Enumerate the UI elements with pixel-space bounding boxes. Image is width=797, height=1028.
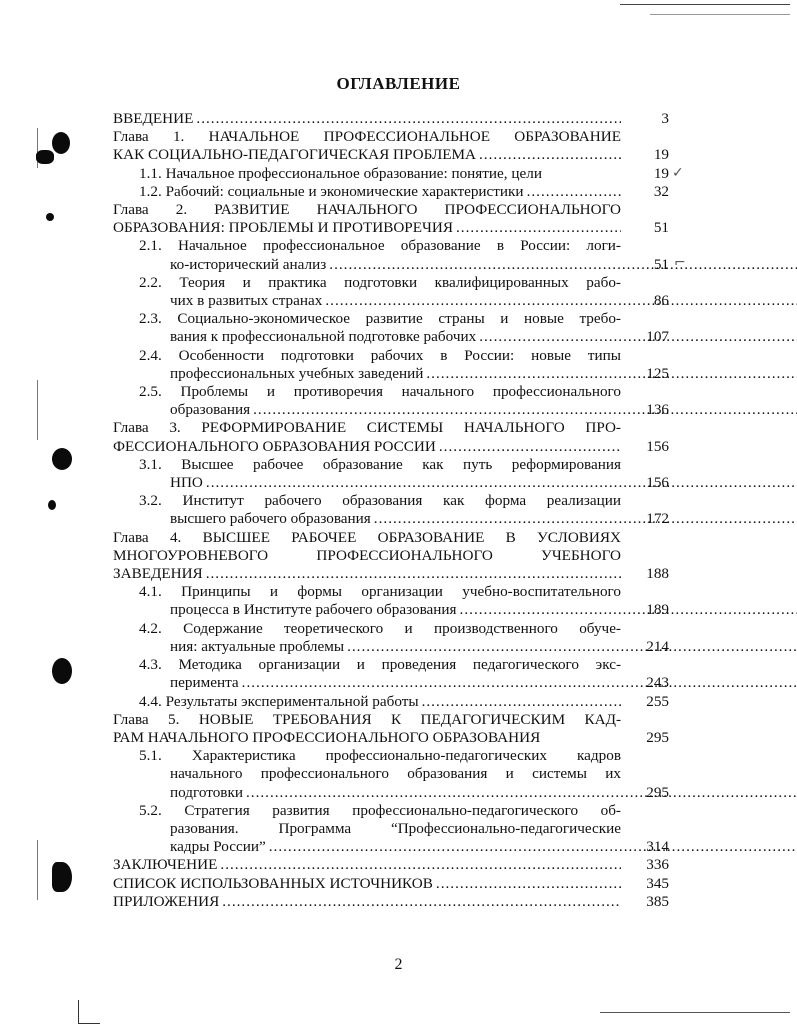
toc-entry-page: 295 xyxy=(646,728,669,746)
toc-entry-title: 1.2. Рабочий: социальные и экономические характеристики xyxy=(139,182,524,200)
scan-edge-line xyxy=(650,14,790,15)
dot-leader xyxy=(374,510,797,527)
toc-entry[interactable] xyxy=(113,165,669,183)
dot-leader xyxy=(479,146,621,164)
toc-entry-title: 2.1. Начальное профессиональное образование в России: логи- xyxy=(139,237,621,255)
toc-entry[interactable] xyxy=(113,893,669,911)
page-title: ОГЛАВЛЕНИЕ xyxy=(336,74,461,93)
toc-entry-page: 136 xyxy=(646,401,669,419)
toc-entry-title: Глава 5. НОВЫЕ ТРЕБОВАНИЯ К ПЕДАГОГИЧЕСКИМ КАД- xyxy=(113,710,621,728)
toc-entry-title: 2.2. Теория и практика подготовки квалифицированных рабо- xyxy=(139,273,621,291)
toc-entry[interactable] xyxy=(113,583,669,619)
punch-hole xyxy=(48,500,56,510)
toc-entry-title-cont: РАМ НАЧАЛЬНОГО ПРОФЕССИОНАЛЬНОГО ОБРАЗОВАНИЯ xyxy=(113,728,541,746)
toc-entry-title-cont: вания к профессиональной подготовке рабочих xyxy=(170,328,477,346)
toc-entry-page: 255 xyxy=(646,692,669,710)
toc-entry-title-cont: ния: актуальные проблемы xyxy=(170,637,345,655)
dot-leader xyxy=(206,565,621,583)
toc-entry[interactable] xyxy=(113,656,669,692)
toc-entry-title-cont: начального профессионального образования и системы их xyxy=(170,765,621,783)
toc-entry-page: 125 xyxy=(646,364,669,382)
toc-entry-page: 243 xyxy=(646,674,669,692)
punch-hole xyxy=(52,862,72,892)
toc-entry-page: 156 xyxy=(646,437,669,455)
toc-entry[interactable] xyxy=(113,492,669,528)
toc-entry-title-cont: подготовки xyxy=(170,783,243,801)
dot-leader xyxy=(269,838,797,855)
pencil-check-mark: ✓ xyxy=(672,165,684,181)
toc-entry-page: 314 xyxy=(646,838,669,856)
toc-entry-title: Глава 1. НАЧАЛЬНОЕ ПРОФЕССИОНАЛЬНОЕ ОБРАЗОВАНИЕ xyxy=(113,128,621,146)
toc-entry-title-cont: ЗАВЕДЕНИЯ xyxy=(113,565,203,583)
dot-leader xyxy=(196,110,621,128)
punch-hole xyxy=(46,213,54,221)
toc-entry-title-cont: перимента xyxy=(170,674,239,692)
toc-entry[interactable] xyxy=(113,711,669,747)
dot-leader xyxy=(220,856,621,874)
dot-leader xyxy=(242,674,797,691)
toc-entry-title-cont: ко-исторический анализ xyxy=(170,255,327,273)
toc-entry-title-cont: процесса в Институте рабочего образования xyxy=(170,601,457,619)
toc-entry-title-cont: чих в развитых странах xyxy=(170,292,323,310)
page-number: 2 xyxy=(394,956,403,973)
scan-edge-line xyxy=(620,4,790,5)
toc-entry-title: 3.2. Институт рабочего образования как форма реализации xyxy=(139,492,621,510)
toc-entry-title: 4.3. Методика организации и проведения педагогического экс- xyxy=(139,656,621,674)
toc-entry[interactable] xyxy=(113,310,669,346)
toc-entry-title: Глава 4. ВЫСШЕЕ РАБОЧЕЕ ОБРАЗОВАНИЕ В УСЛОВИЯХ xyxy=(113,528,621,546)
dot-leader xyxy=(422,693,621,711)
scan-binding-line xyxy=(37,380,38,440)
punch-hole xyxy=(36,150,54,164)
toc-entry[interactable] xyxy=(113,875,669,893)
toc-entry-title: 4.2. Содержание теоретического и производственного обуче- xyxy=(139,619,621,637)
toc-entry-page: 214 xyxy=(646,637,669,655)
toc-entry-page: 107 xyxy=(646,328,669,346)
toc-entry-title-cont: образования xyxy=(170,401,251,419)
toc-entry-title: ЗАКЛЮЧЕНИЕ xyxy=(113,856,218,874)
toc-entry-title: ВВЕДЕНИЕ xyxy=(113,110,194,127)
dot-leader xyxy=(439,438,621,456)
toc-entry-page: 345 xyxy=(646,874,669,892)
toc-entry[interactable] xyxy=(113,347,669,383)
toc-entry-title: 2.3. Социально-экономическое развитие страны и новые требо- xyxy=(139,310,621,328)
toc-entry[interactable] xyxy=(113,802,669,857)
toc-entry[interactable] xyxy=(113,383,669,419)
toc-entry-page: 189 xyxy=(646,601,669,619)
toc-entry-title-cont: кадры России” xyxy=(170,838,266,856)
toc-entry[interactable] xyxy=(113,693,669,711)
toc-entry[interactable] xyxy=(113,747,669,802)
toc-entry-title-cont: КАК СОЦИАЛЬНО-ПЕДАГОГИЧЕСКАЯ ПРОБЛЕМА xyxy=(113,146,476,164)
toc-entry[interactable] xyxy=(113,237,669,273)
dot-leader xyxy=(222,893,621,911)
toc-entry-page: 32 xyxy=(653,182,669,200)
toc-entry-title: 2.4. Особенности подготовки рабочих в России: новые типы xyxy=(139,346,621,364)
punch-hole xyxy=(52,448,72,470)
scan-corner-mark xyxy=(78,1023,100,1024)
toc-entry-page: 385 xyxy=(646,892,669,910)
pencil-check-mark: ⌐ xyxy=(674,255,686,271)
toc-entry-page: 336 xyxy=(646,856,669,874)
toc-entry-title: Глава 3. РЕФОРМИРОВАНИЕ СИСТЕМЫ НАЧАЛЬНОГО ПРО- xyxy=(113,419,621,437)
toc-entry-page: 188 xyxy=(646,565,669,583)
dot-leader xyxy=(436,875,621,893)
dot-leader xyxy=(456,219,621,237)
toc-entry[interactable] xyxy=(113,856,669,874)
punch-hole xyxy=(52,132,70,154)
toc-entry-page: 156 xyxy=(646,474,669,492)
toc-entry-title-cont: разования. Программа “Профессионально-педагогические xyxy=(170,819,621,837)
toc-entry-title: СПИСОК ИСПОЛЬЗОВАННЫХ ИСТОЧНИКОВ xyxy=(113,874,433,892)
dot-leader xyxy=(325,292,797,309)
toc-entry-title: 5.2. Стратегия развития профессионально-педагогического об- xyxy=(139,801,621,819)
toc-entry-title: 5.1. Характеристика профессионально-педагогических кадров xyxy=(139,747,621,765)
toc-entry[interactable] xyxy=(113,128,669,164)
toc-entry[interactable] xyxy=(113,183,669,201)
toc-entry-page: 51 xyxy=(653,255,669,273)
toc-entry-title: 2.5. Проблемы и противоречия начального профессионального xyxy=(139,383,621,401)
punch-hole xyxy=(52,658,72,684)
dot-leader xyxy=(253,401,797,418)
toc-entry[interactable] xyxy=(113,620,669,656)
toc-entry-title: 4.4. Результаты экспериментальной работы xyxy=(139,692,419,710)
toc-entry-page: 51 xyxy=(653,219,669,237)
toc-entry-title: 3.1. Высшее рабочее образование как путь реформирования xyxy=(139,455,621,473)
toc-entry-title: 1.1. Начальное профессиональное образование: понятие, цели xyxy=(139,164,542,182)
toc-entry-title-cont: ФЕССИОНАЛЬНОГО ОБРАЗОВАНИЯ РОССИИ xyxy=(113,437,436,455)
toc-entry[interactable] xyxy=(113,419,669,455)
dot-leader xyxy=(206,474,797,491)
toc-entry[interactable] xyxy=(113,274,669,310)
toc-entry-title: Глава 2. РАЗВИТИЕ НАЧАЛЬНОГО ПРОФЕССИОНАЛЬНОГО xyxy=(113,201,621,219)
toc-entry[interactable] xyxy=(113,110,669,128)
toc-entry-title-cont: профессиональных учебных заведений xyxy=(170,364,424,382)
toc-entry-page: 172 xyxy=(646,510,669,528)
scan-binding-line xyxy=(37,840,38,900)
table-of-contents xyxy=(113,110,669,911)
toc-entry-title-cont: НПО xyxy=(170,474,203,492)
toc-entry-title-cont: высшего рабочего образования xyxy=(170,510,371,528)
scan-edge-line xyxy=(600,1012,790,1013)
dot-leader xyxy=(329,256,797,273)
toc-entry-page: 86 xyxy=(653,292,669,310)
dot-leader xyxy=(426,365,797,382)
scan-corner-mark xyxy=(78,1000,79,1024)
dot-leader xyxy=(246,784,797,801)
toc-entry-title: 4.1. Принципы и формы организации учебно-воспитательного xyxy=(139,583,621,601)
toc-entry-page: 19 xyxy=(653,146,669,164)
toc-entry-page: 295 xyxy=(646,783,669,801)
dot-leader xyxy=(347,638,797,655)
toc-entry[interactable] xyxy=(113,201,669,237)
toc-entry[interactable] xyxy=(113,456,669,492)
toc-entry-title: ПРИЛОЖЕНИЯ xyxy=(113,892,220,910)
toc-entry-title-cont: ОБРАЗОВАНИЯ: ПРОБЛЕМЫ И ПРОТИВОРЕЧИЯ xyxy=(113,219,453,237)
dot-leader xyxy=(527,183,621,201)
toc-entry-page: 3 xyxy=(661,110,669,127)
toc-entry-page: 19 xyxy=(653,164,669,182)
toc-entry-title-cont: МНОГОУРОВНЕВОГО ПРОФЕССИОНАЛЬНОГО УЧЕБНОГО xyxy=(113,546,621,564)
toc-entry[interactable] xyxy=(113,529,669,584)
